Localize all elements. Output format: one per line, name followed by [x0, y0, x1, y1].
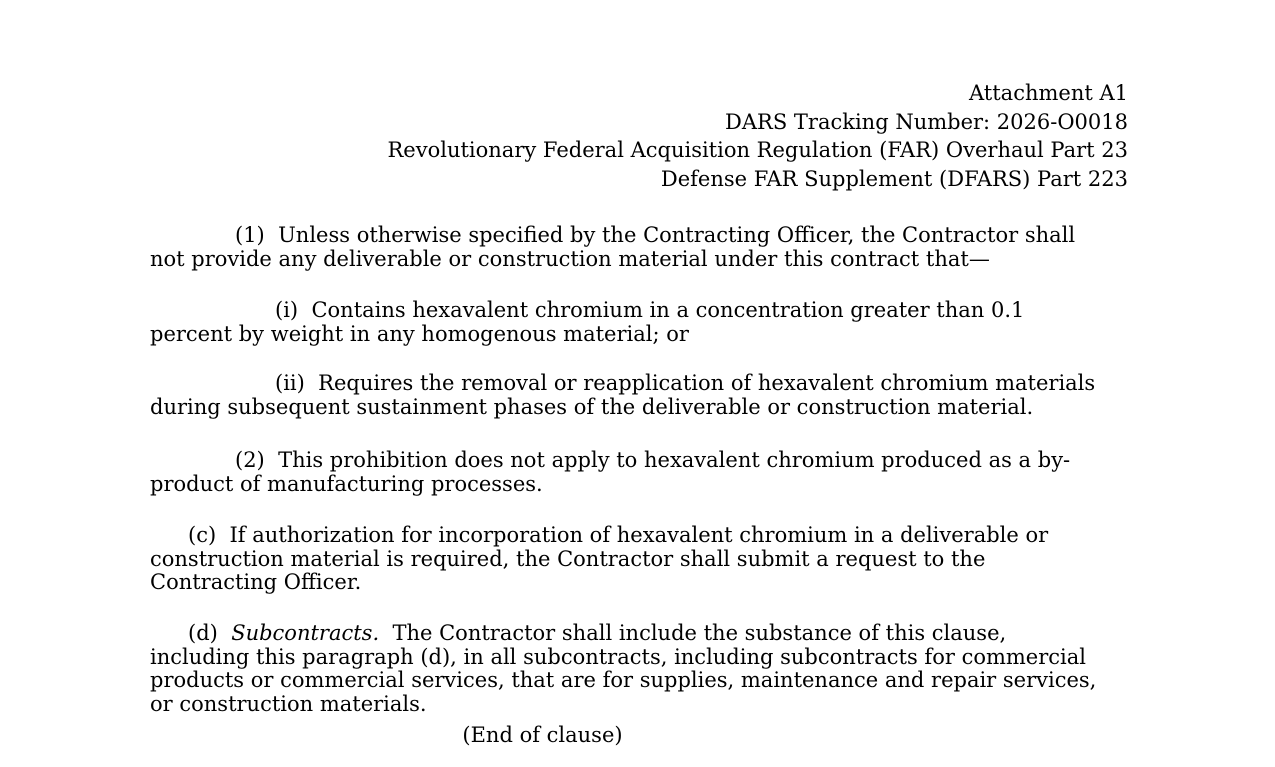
subcontracts-heading: Subcontracts.: [231, 621, 380, 645]
paragraph-i-line-1: (i) Contains hexavalent chromium in a concentration greater than 0.1: [275, 298, 1025, 322]
paragraph-i-line-2: percent by weight in any homogenous material; or: [150, 321, 689, 346]
paragraph-d-line-2: including this paragraph (d), in all subcontracts, including subcontracts for commercial: [150, 644, 1086, 669]
paragraph-c: [150, 524, 1135, 595]
paragraph-d-line-4: or construction materials.: [150, 691, 427, 716]
document-header: [388, 79, 1129, 193]
paragraph-ii: [150, 372, 1135, 419]
paragraph-c-line-1: (c) If authorization for incorporation of hexavalent chromium in a deliverable or: [188, 523, 1049, 547]
paragraph-c-line-3: Contracting Officer.: [150, 570, 362, 594]
paragraph-2-line-1: (2) This prohibition does not apply to hexavalent chromium produced as a by-: [235, 448, 1071, 472]
paragraph-d-line-1: [150, 622, 1135, 646]
attachment-label: Attachment A1: [969, 81, 1128, 105]
paragraph-1: [150, 224, 1135, 271]
end-of-clause: (End of clause): [462, 723, 623, 747]
paragraph-d-line-3: products or commercial services, that are for supplies, maintenance and repair services,: [150, 668, 1097, 692]
paragraph-2-line-2: product of manufacturing processes.: [150, 471, 543, 496]
paragraph-2: [150, 449, 1135, 496]
paragraph-i: [150, 299, 1135, 346]
paragraph-d: [150, 622, 1135, 716]
dfars-part-title: Defense FAR Supplement (DFARS) Part 223: [660, 166, 1128, 191]
far-part-title: Revolutionary Federal Acquisition Regulation (FAR) Overhaul Part 23: [387, 138, 1128, 162]
paragraph-c-line-2: construction material is required, the Contractor shall submit a request to the: [150, 546, 986, 571]
paragraph-1-line-2: not provide any deliverable or construction material under this contract that—: [150, 246, 990, 271]
paragraph-d-label: (d): [188, 621, 232, 645]
paragraph-1-line-1: (1) Unless otherwise specified by the Contracting Officer, the Contractor shall: [235, 223, 1076, 247]
paragraph-ii-line-1: (ii) Requires the removal or reapplication of hexavalent chromium materials: [275, 371, 1096, 395]
paragraph-ii-line-2: during subsequent sustainment phases of the deliverable or construction material.: [150, 394, 1034, 419]
paragraph-d-line-1-text: The Contractor shall include the substance of this clause,: [379, 621, 1007, 645]
tracking-number: DARS Tracking Number: 2026-O0018: [725, 109, 1128, 134]
